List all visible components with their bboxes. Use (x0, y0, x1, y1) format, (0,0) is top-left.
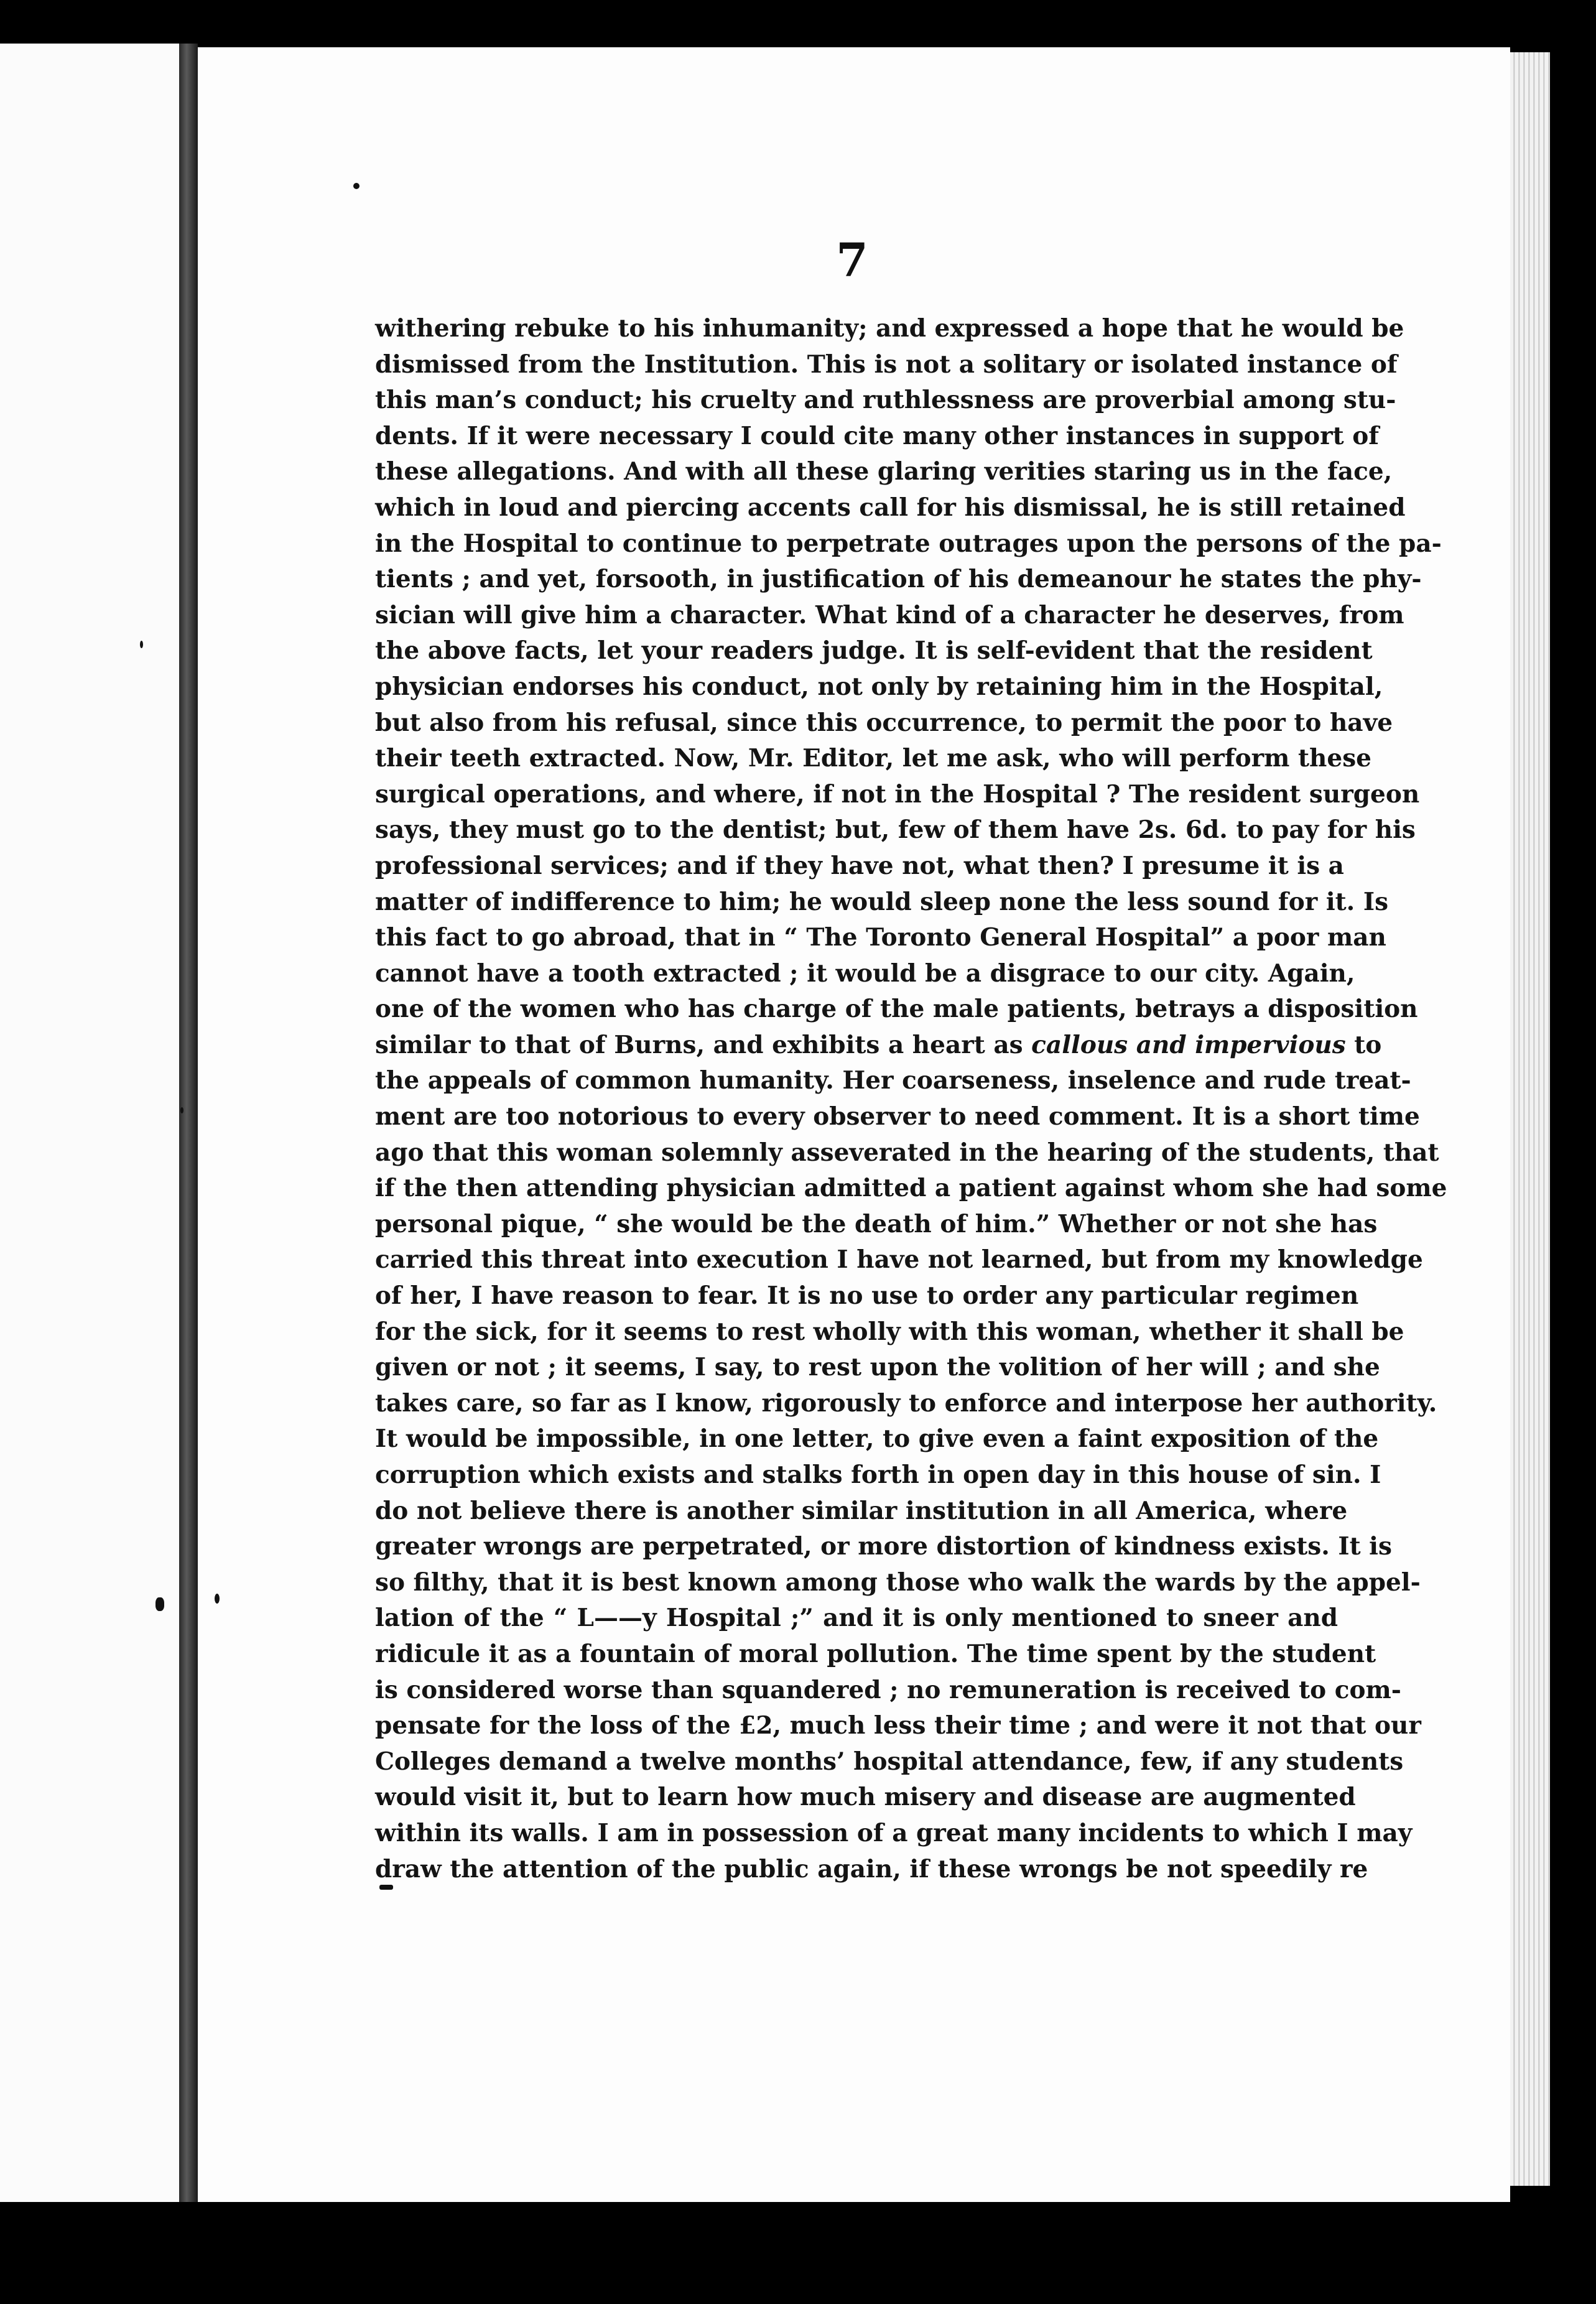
text-line: withering rebuke to his inhumanity; and expressed a hope that he would be (375, 314, 1404, 343)
text-line: given or not ; it seems, I say, to rest upon the volition of her will ; and she (375, 1353, 1380, 1382)
text-line: would visit it, but to learn how much misery and disease are augmented (375, 1783, 1356, 1812)
text-line: carried this threat into execution I have not learned, but from my knowledge (375, 1245, 1423, 1275)
text-line: do not believe there is another similar institution in all America, where (375, 1496, 1348, 1525)
text-line: tients ; and yet, forsooth, in justification of his demeanour he states the phy- (375, 565, 1422, 594)
text-line: draw the attention of the public again, if these wrongs be not speedily re (375, 1854, 1368, 1884)
text-line: the appeals of common humanity. Her coarseness, inselence and rude treat- (375, 1066, 1411, 1095)
facing-page-edge (0, 44, 179, 2202)
text-line: dents. If it were necessary I could cite many other instances in support of (375, 421, 1380, 450)
speck-mark (353, 183, 360, 189)
text-line: says, they must go to the dentist; but, few of them have 2s. 6d. to pay for his (375, 815, 1416, 845)
text-line: surgical operations, and where, if not in the Hospital ? The resident surgeon (375, 779, 1420, 809)
text-line: if the then attending physician admitted a patient against whom she had some (375, 1174, 1447, 1203)
text-line: greater wrongs are perpetrated, or more distortion of kindness exists. It is (375, 1532, 1392, 1561)
italic-phrase: callous and impervious (1031, 1030, 1346, 1059)
text-line-italic-phrase (375, 1028, 1382, 1064)
text-line: this man’s conduct; his cruelty and ruthlessness are proverbial among stu- (375, 386, 1396, 415)
text-line: ago that this woman solemnly asseverated in the hearing of the students, that (375, 1138, 1439, 1167)
text-line: dismissed from the Institution. This is not a solitary or isolated instance of (375, 350, 1398, 379)
text-line: physician endorses his conduct, not only by retaining him in the Hospital, (375, 672, 1383, 701)
text-line: corruption which exists and stalks forth in open day in this house of sin. I (375, 1461, 1381, 1489)
text-line: professional services; and if they have not, what then? I presume it is a (375, 851, 1344, 880)
text-line: sician will give him a character. What kind of a character he deserves, from (375, 600, 1404, 629)
speck-mark (140, 641, 143, 648)
text-line: so filthy, that it is best known among those who walk the wards by the appel- (375, 1568, 1421, 1597)
text-line: is considered worse than squandered ; no remuneration is received to com- (375, 1675, 1401, 1704)
text-line: ridicule it as a fountain of moral pollution. The time spent by the student (375, 1639, 1376, 1668)
text-line: pensate for the loss of the £2, much less their time ; and were it not that our (375, 1711, 1421, 1740)
speck-mark (215, 1594, 220, 1604)
text-line: within its walls. I am in possession of a great many incidents to which I may (375, 1818, 1413, 1847)
text-line: which in loud and piercing accents call for his dismissal, he is still retained (375, 493, 1406, 522)
text-line: personal pique, “ she would be the death of him.” Whether or not she has (375, 1209, 1378, 1238)
stacked-page-edges (1510, 52, 1550, 2186)
text-line: matter of indifference to him; he would sleep none the less sound for it. Is (375, 887, 1389, 916)
text-line: lation of the “ L——y Hospital ;” and it is only mentioned to sneer and (375, 1604, 1338, 1633)
text-line: of her, I have reason to fear. It is no use to order any particular regimen (375, 1281, 1359, 1311)
text-span: similar to that of Burns, and exhibits a heart as (375, 1030, 1032, 1059)
text-span: to (1345, 1030, 1382, 1059)
text-line: this fact to go abroad, that in “ The Toronto General Hospital” a poor man (375, 923, 1386, 952)
body-text (375, 311, 1447, 1887)
page-number: 7 (836, 234, 868, 287)
text-line: but also from his refusal, since this occurrence, to permit the poor to have (375, 708, 1393, 737)
text-line: Colleges demand a twelve months’ hospital attendance, few, if any students (375, 1747, 1404, 1776)
text-line: these allegations. And with all these glaring verities staring us in the face, (375, 457, 1393, 486)
text-line: takes care, so far as I know, rigorously to enforce and interpose her authority. (375, 1388, 1437, 1418)
text-line: ment are too notorious to every observer to need comment. It is a short time (375, 1102, 1420, 1131)
text-line: cannot have a tooth extracted ; it would be a disgrace to our city. Again, (375, 959, 1355, 988)
speck-mark (155, 1597, 164, 1611)
text-line: the above facts, let your readers judge. It is self-evident that the resident (375, 636, 1373, 666)
book-gutter (179, 44, 198, 2202)
text-line: their teeth extracted. Now, Mr. Editor, let me ask, who will perform these (375, 744, 1371, 773)
text-line: in the Hospital to continue to perpetrate outrages upon the persons of the pa- (375, 529, 1442, 558)
text-line: It would be impossible, in one letter, to give even a faint exposition of the (375, 1424, 1379, 1454)
text-line: one of the women who has charge of the male patients, betrays a disposition (375, 995, 1418, 1024)
speck-mark (180, 1107, 183, 1113)
text-line: for the sick, for it seems to rest wholly with this woman, whether it shall be (375, 1317, 1404, 1346)
